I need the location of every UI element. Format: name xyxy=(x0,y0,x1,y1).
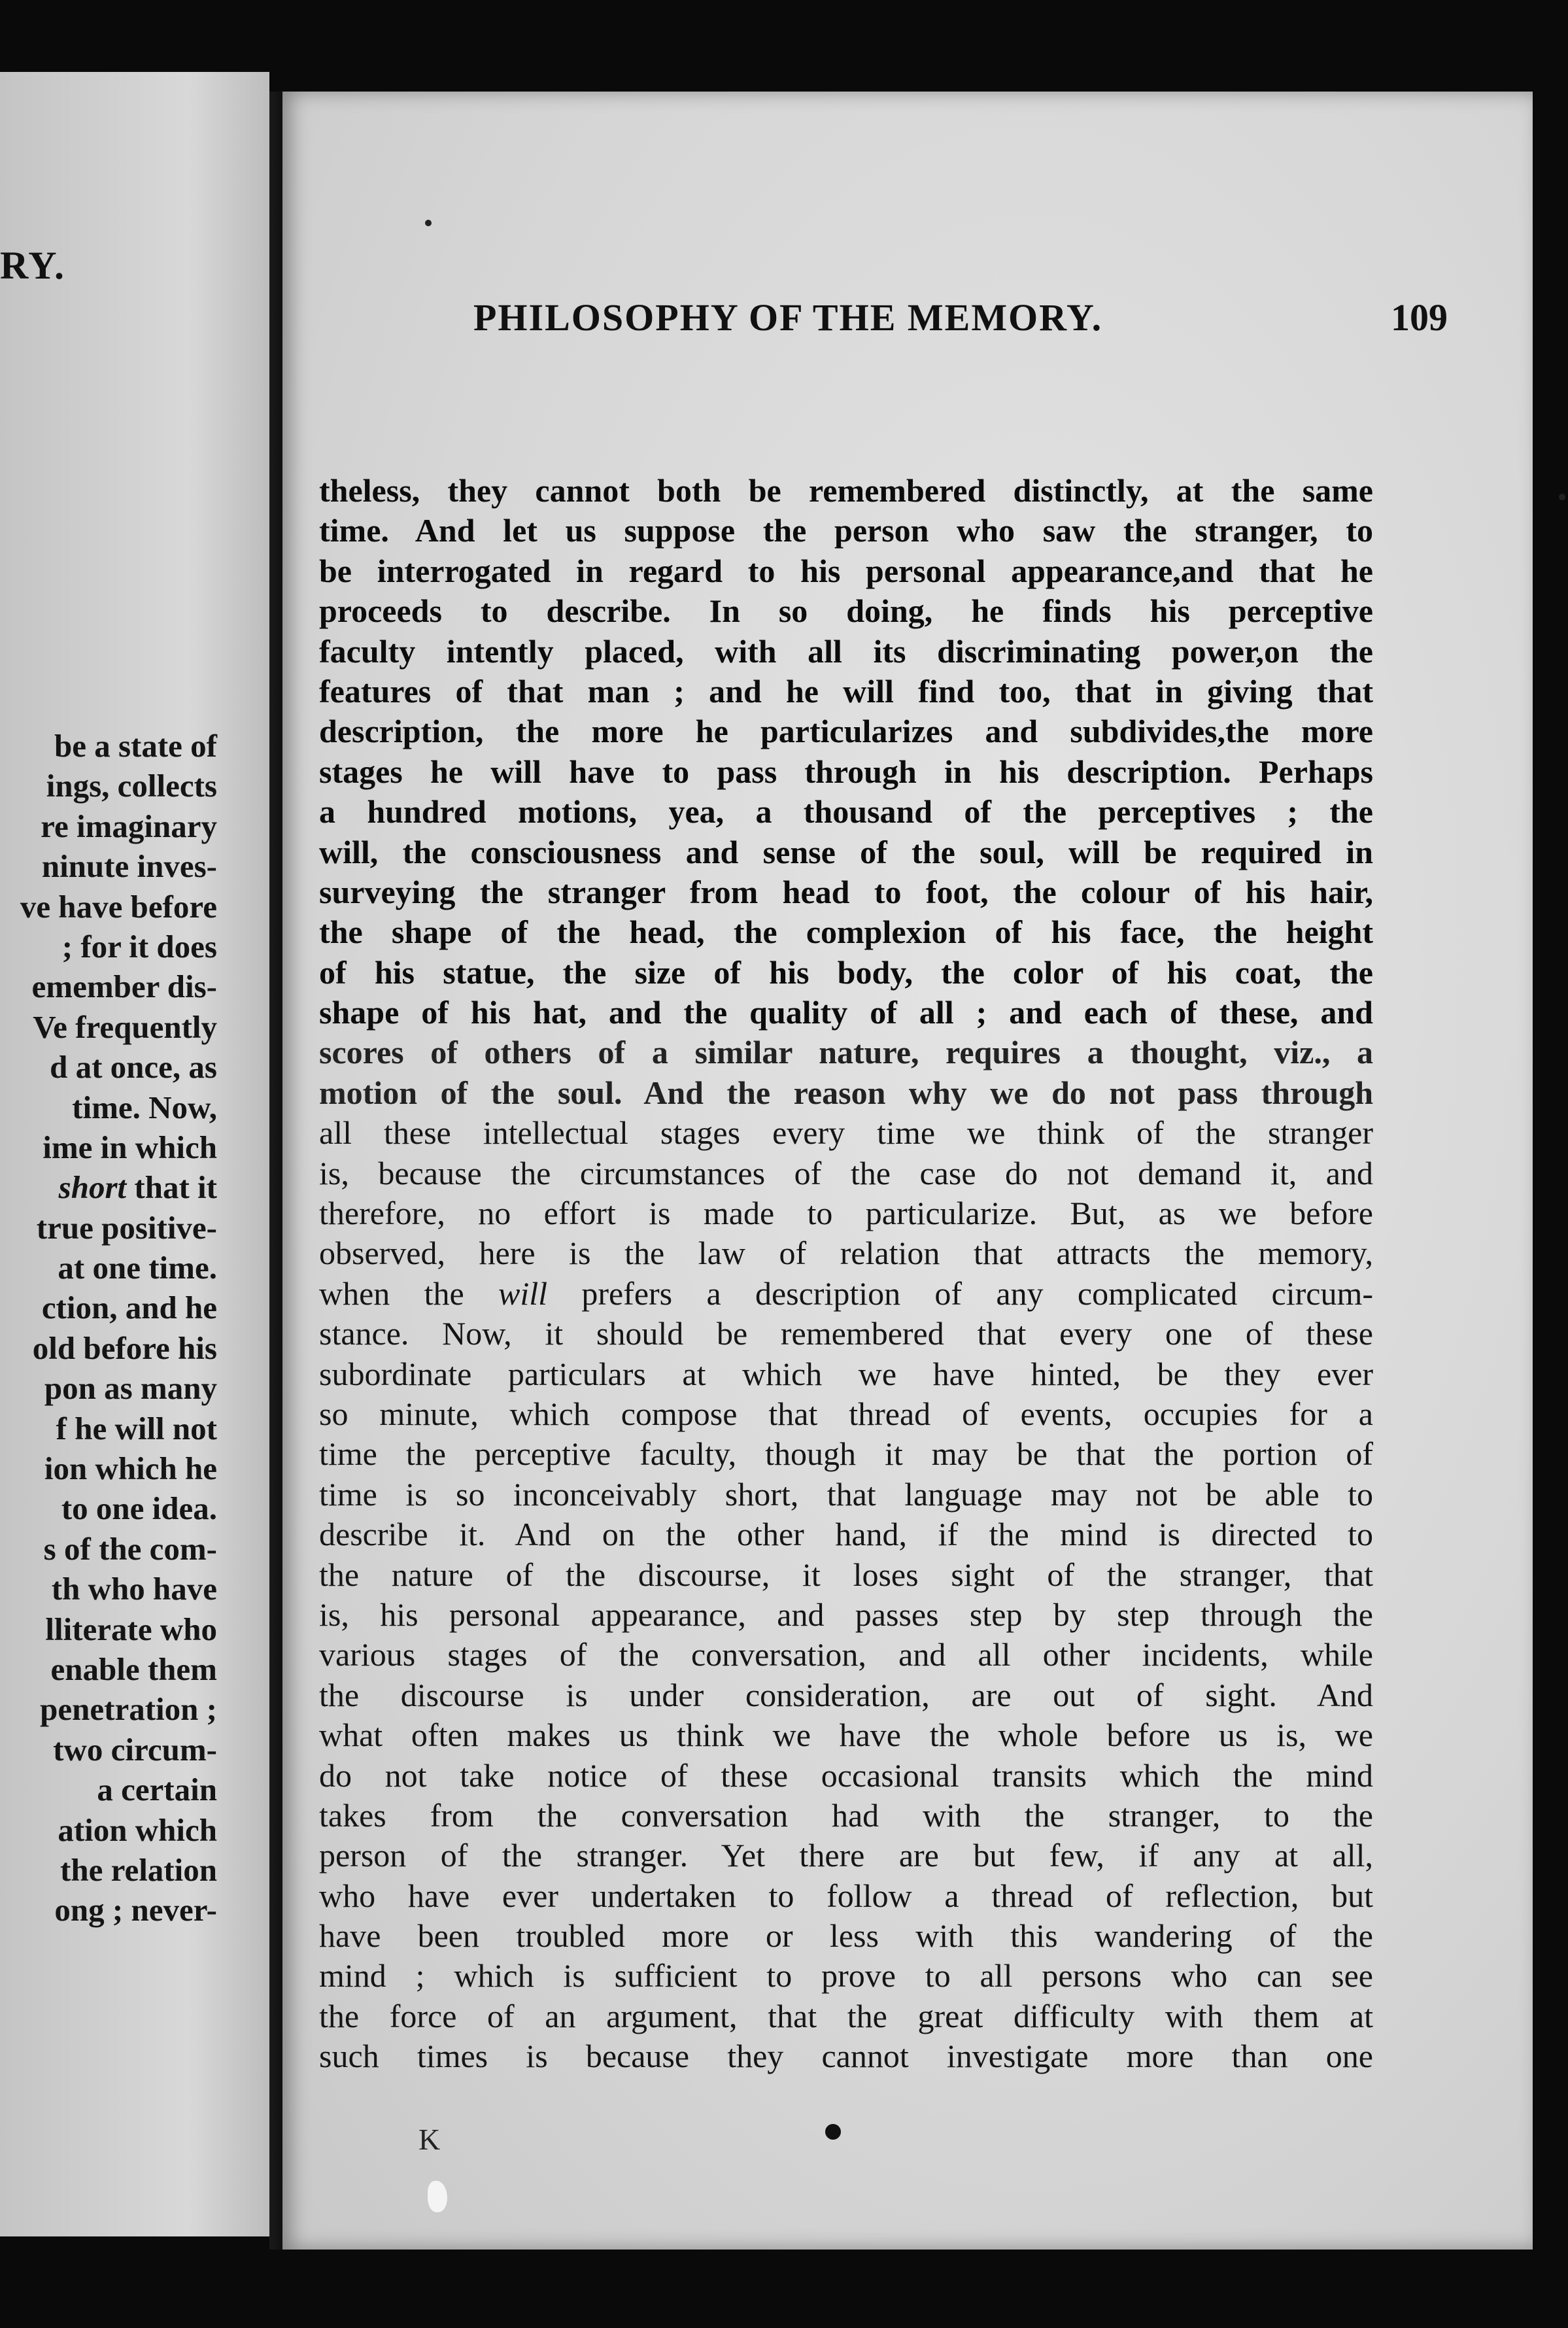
text-line: various stages of the conversation, and all other incidents, while xyxy=(319,1636,1373,1673)
text-line: the discourse is under consideration, are out of sight. And xyxy=(319,1676,1373,1713)
left-line: ninute inves- xyxy=(41,848,217,885)
text-line: when the will prefers a description of any complicated circum- xyxy=(319,1275,1373,1312)
left-line: th who have xyxy=(51,1571,217,1607)
running-head xyxy=(473,296,1448,348)
left-line: a certain xyxy=(97,1772,217,1808)
text-line: is, his personal appearance, and passes step by step through the xyxy=(319,1596,1373,1633)
left-line: re imaginary xyxy=(41,808,217,844)
text-line: mind ; which is sufficient to prove to all persons who can see xyxy=(319,1957,1373,1994)
left-line: old before his xyxy=(32,1329,217,1366)
text-line: description, the more he particularizes and subdivides,the more xyxy=(319,713,1373,750)
text-line: have been troubled more or less with this wandering of the xyxy=(319,1917,1373,1955)
left-line: ime in which xyxy=(43,1129,217,1165)
left-line: s of the com- xyxy=(43,1530,217,1567)
text-line: stance. Now, it should be remembered that every one of these xyxy=(319,1315,1373,1352)
left-line: Ve frequently xyxy=(33,1008,217,1045)
left-line: pon as many xyxy=(44,1370,217,1407)
text-line: who have ever undertaken to follow a thread of reflection, but xyxy=(319,1877,1373,1914)
left-line: lliterate who xyxy=(45,1611,217,1647)
left-page-text xyxy=(0,726,217,1930)
page-number: 109 xyxy=(1391,296,1448,339)
text-line: time is so inconceivably short, that language may not be able to xyxy=(319,1475,1373,1513)
text-line: all these intellectual stages every time we think of the stranger xyxy=(319,1114,1373,1152)
emphasized-word: short xyxy=(58,1169,127,1206)
left-line: ve have before xyxy=(20,888,217,925)
ink-dot xyxy=(825,2124,841,2140)
left-line: d at once, as xyxy=(50,1049,217,1086)
text-line: therefore, no effort is made to particularize. But, as we before xyxy=(319,1195,1373,1232)
text-line: surveying the stranger from head to foot, the colour of his hair, xyxy=(319,873,1373,910)
left-page-header-fragment: RY. xyxy=(0,244,66,287)
left-line: ation which xyxy=(58,1811,217,1848)
text-line: is, because the circumstances of the case do not demand it, and xyxy=(319,1154,1373,1191)
left-line: the relation xyxy=(60,1851,217,1888)
left-line: ion which he xyxy=(44,1450,217,1487)
text-line: of his statue, the size of his body, the color of his coat, the xyxy=(319,953,1373,991)
text-line: subordinate particulars at which we have hinted, be they ever xyxy=(319,1355,1373,1392)
text-line: takes from the conversation had with the stranger, to the xyxy=(319,1796,1373,1834)
paper-blemish xyxy=(428,2181,447,2212)
left-line: true positive- xyxy=(36,1209,217,1246)
left-line: time. Now, xyxy=(72,1089,217,1125)
text-line: person of the stranger. Yet there are but few, if any at all, xyxy=(319,1837,1373,1874)
text-line: features of that man ; and he will find too, that in giving that xyxy=(319,672,1373,710)
body-text xyxy=(319,471,1373,2077)
left-line: ong ; never- xyxy=(54,1892,217,1928)
text-line: shape of his hat, and the quality of all ; and each of these, and xyxy=(319,994,1373,1031)
left-line: two circum- xyxy=(53,1731,217,1768)
left-facing-page xyxy=(0,72,269,2236)
left-line: f he will not xyxy=(56,1410,217,1446)
left-line: at one time. xyxy=(58,1250,217,1286)
text-line: proceeds to describe. In so doing, he finds his perceptive xyxy=(319,592,1373,630)
text-line: will, the consciousness and sense of the soul, will be required in xyxy=(319,833,1373,870)
text-line: the force of an argument, that the great difficulty with them at xyxy=(319,1997,1373,2034)
book-page xyxy=(282,92,1533,2250)
left-line: penetration ; xyxy=(40,1691,217,1728)
text-line: such times is because they cannot investigate more than one xyxy=(319,2038,1373,2075)
text-line: time the perceptive faculty, though it may be that the portion of xyxy=(319,1435,1373,1473)
ink-speck xyxy=(1559,494,1565,500)
left-line: ings, collects xyxy=(46,768,217,804)
text-line: be interrogated in regard to his personal appearance,and that he xyxy=(319,552,1373,589)
text-line: do not take notice of these occasional transits which the mind xyxy=(319,1756,1373,1794)
signature-mark: K xyxy=(418,2123,441,2156)
ink-speck xyxy=(425,220,432,226)
left-line: enable them xyxy=(50,1651,217,1687)
text-line: theless, they cannot both be remembered distinctly, at the same xyxy=(319,472,1373,509)
text-line: so minute, which compose that thread of events, occupies for a xyxy=(319,1395,1373,1432)
text-line: what often makes us think we have the whole before us is, we xyxy=(319,1717,1373,1754)
left-line: emember dis- xyxy=(31,968,217,1005)
left-line: to one idea. xyxy=(61,1490,217,1527)
emphasized-word: will xyxy=(498,1275,548,1312)
left-line: short that it xyxy=(58,1169,217,1206)
running-title: PHILOSOPHY OF THE MEMORY. xyxy=(473,296,1103,339)
left-line: be a state of xyxy=(54,728,217,764)
text-line: describe it. And on the other hand, if the mind is directed to xyxy=(319,1516,1373,1553)
text-line: the nature of the discourse, it loses sight of the stranger, that xyxy=(319,1556,1373,1593)
text-line: scores of others of a similar nature, requires a thought, viz., a xyxy=(319,1034,1373,1071)
text-line: observed, here is the law of relation that attracts the memory, xyxy=(319,1235,1373,1272)
left-line: ; for it does xyxy=(61,928,217,965)
left-line: ction, and he xyxy=(41,1290,217,1326)
text-line: faculty intently placed, with all its discriminating power,on the xyxy=(319,632,1373,670)
text-line: time. And let us suppose the person who saw the stranger, to xyxy=(319,512,1373,549)
text-line: the shape of the head, the complexion of his face, the height xyxy=(319,914,1373,951)
text-line: a hundred motions, yea, a thousand of the perceptives ; the xyxy=(319,793,1373,830)
text-line: motion of the soul. And the reason why we do not pass through xyxy=(319,1074,1373,1111)
text-line: stages he will have to pass through in his description. Perhaps xyxy=(319,753,1373,790)
